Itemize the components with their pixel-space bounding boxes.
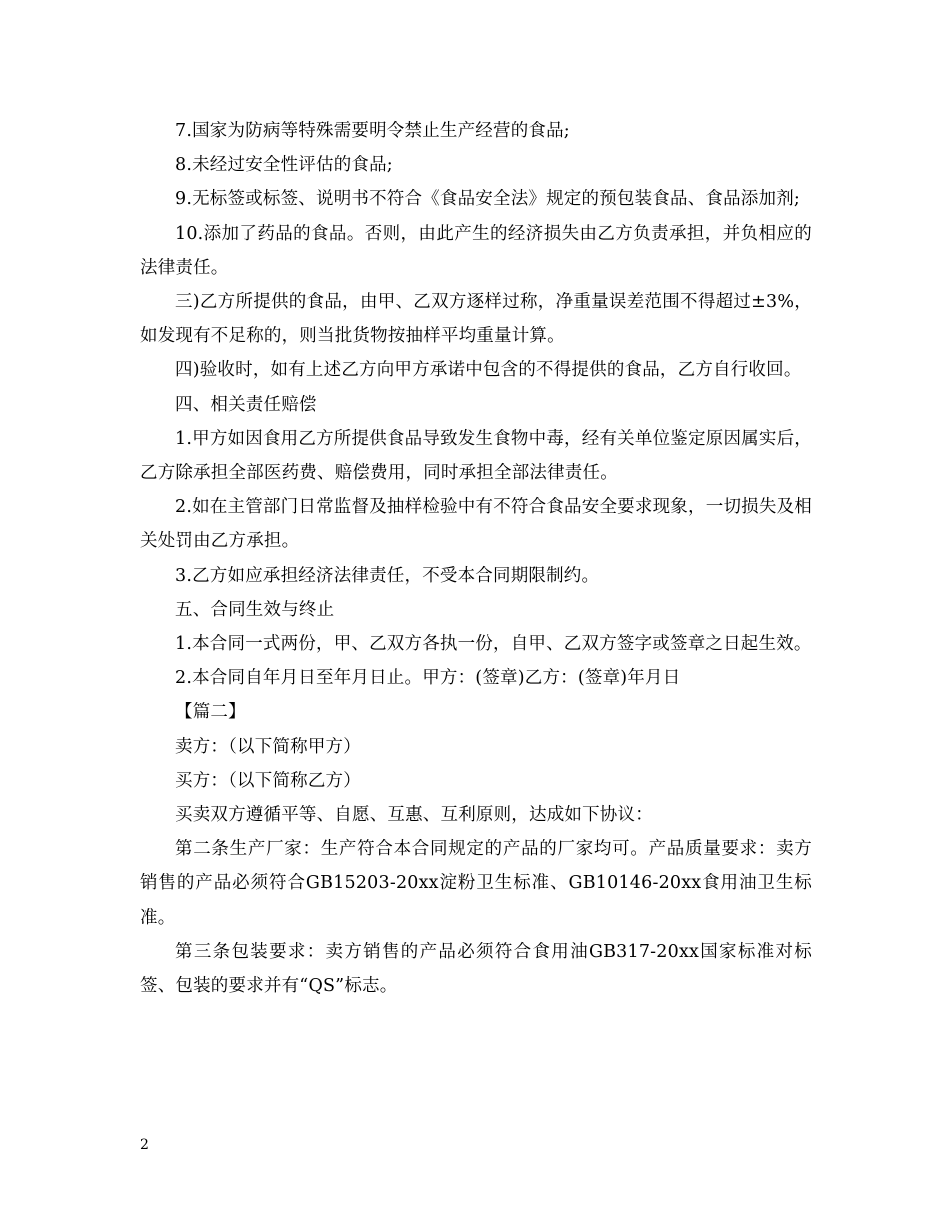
paragraph: 第三条包装要求：卖方销售的产品必须符合食用油GB317-20xx国家标准对标签、包装的要求并有“QS”标志。 [140,941,812,997]
paragraph: 卖方：（以下简称甲方） [175,736,361,757]
paragraph: 买方：（以下简称乙方） [175,770,361,791]
paragraph: 8.未经过安全性评估的食品; [175,155,393,176]
document-body [140,114,812,1003]
section-heading: 四、相关责任赔偿 [175,394,317,415]
paragraph: 三)乙方所提供的食品，由甲、乙双方逐样过称，净重量误差范围不得超过±3%，如发现有不足称的，则当批货物按抽样平均重量计算。 [140,292,812,347]
paragraph: 2.本合同自年月日至年月日止。甲方：(签章)乙方：(签章)年月日 [175,668,681,689]
paragraph: 买卖双方遵循平等、自愿、互惠、互利原则，达成如下协议： [175,805,653,826]
paragraph: 10.添加了药品的食品。否则，由此产生的经济损失由乙方负责承担，并负相应的法律责任。 [140,223,812,278]
section-heading: 五、合同生效与终止 [175,599,335,620]
paragraph: 2.如在主管部门日常监督及抽样检验中有不符合食品安全要求现象，一切损失及相关处罚由乙方承担。 [140,497,812,552]
paragraph: 第二条生产厂家：生产符合本合同规定的产品的厂家均可。产品质量要求：卖方销售的产品必须符合GB15203-20xx淀粉卫生标准、GB10146-20xx食用油卫生标准。 [140,839,812,928]
paragraph: 四)验收时，如有上述乙方向甲方承诺中包含的不得提供的食品，乙方自行收回。 [175,360,802,381]
paragraph: 1.甲方如因食用乙方所提供食品导致发生食物中毒，经有关单位鉴定原因属实后，乙方除承担全部医药费、赔偿费用，同时承担全部法律责任。 [140,428,812,484]
paragraph: 1.本合同一式两份，甲、乙双方各执一份，自甲、乙双方签字或签章之日起生效。 [175,634,812,655]
paragraph: 9.无标签或标签、说明书不符合《食品安全法》规定的预包装食品、食品添加剂; [175,189,800,210]
paragraph: 3.乙方如应承担经济法律责任，不受本合同期限制约。 [175,565,600,586]
article-heading: 【篇二】 [175,702,246,723]
page-number: 2 [140,1137,149,1153]
paragraph: 7.国家为防病等特殊需要明令禁止生产经营的食品; [175,121,570,141]
